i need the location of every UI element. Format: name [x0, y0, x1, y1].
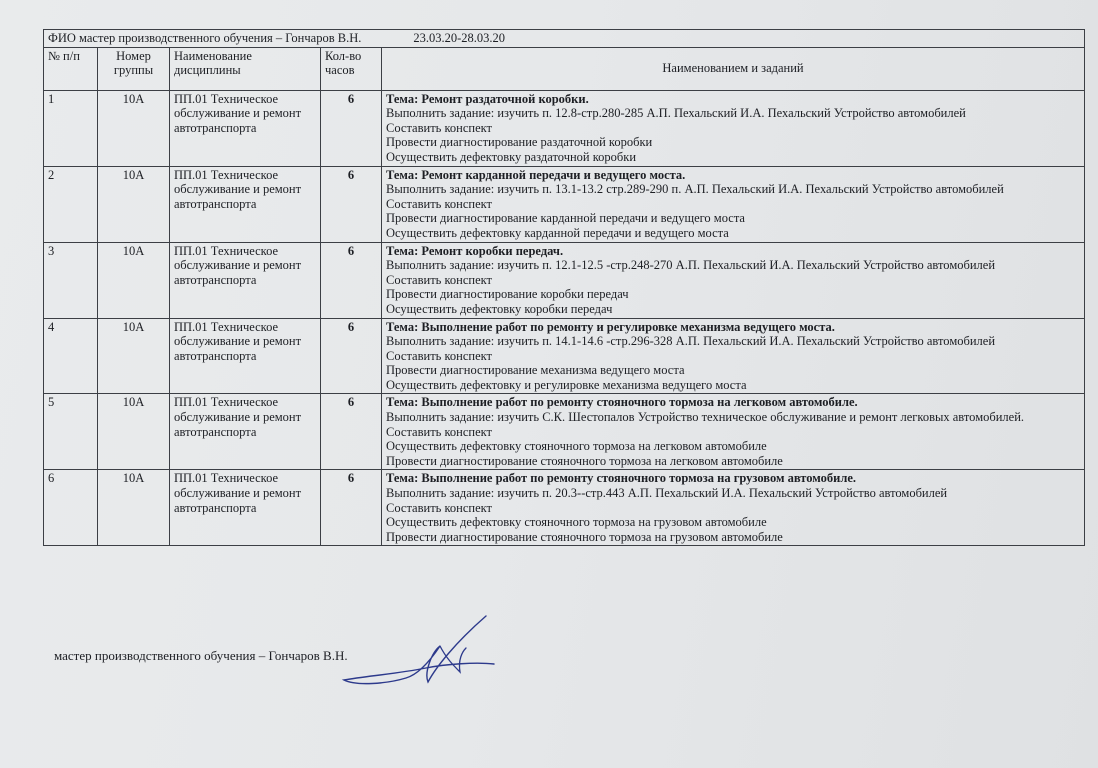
task-line: Составить конспект [386, 272, 493, 287]
task-topic: Тема: Выполнение работ по ремонту стояночного тормоза на легковом автомобиле. [386, 395, 858, 410]
row-discipline: ПП.01 Техническое обслуживание и ремонт автотранспорта [170, 242, 321, 318]
col-header-discipline: Наименование дисциплины [170, 47, 321, 90]
task-topic: Тема: Выполнение работ по ремонту стояночного тормоза на грузовом автомобиле. [386, 471, 857, 486]
row-hours: 6 [321, 318, 382, 394]
task-topic: Тема: Ремонт карданной передачи и ведущего моста. [386, 167, 686, 182]
col-header-group: Номер группы [98, 47, 170, 90]
task-line: Осуществить дефектовку и регулировке механизма ведущего моста [386, 377, 747, 392]
row-discipline: ПП.01 Техническое обслуживание и ремонт автотранспорта [170, 394, 321, 470]
table-row [44, 242, 1085, 318]
task-line: Выполнить задание: изучить п. 12.1-12.5 -стр.248-270 А.П. Пехальский И.А. Пехальский Устройство автомобилей [386, 258, 996, 273]
header-row [44, 30, 1085, 48]
table-row [44, 166, 1085, 242]
row-discipline: ПП.01 Техническое обслуживание и ремонт автотранспорта [170, 318, 321, 394]
task-topic: Тема: Ремонт коробки передач. [386, 243, 564, 258]
fio-label: ФИО мастер производственного обучения – Гончаров В.Н. [48, 31, 362, 45]
row-group: 10А [98, 166, 170, 242]
row-num: 4 [44, 318, 98, 394]
table-row [44, 470, 1085, 546]
row-num: 6 [44, 470, 98, 546]
row-num: 2 [44, 166, 98, 242]
row-discipline: ПП.01 Техническое обслуживание и ремонт автотранспорта [170, 470, 321, 546]
col-header-tasks: Наименованием и заданий [382, 47, 1085, 90]
row-discipline: ПП.01 Техническое обслуживание и ремонт автотранспорта [170, 90, 321, 166]
row-tasks [382, 242, 1085, 318]
task-line: Составить конспект [386, 424, 493, 439]
task-line: Выполнить задание: изучить С.К. Шестопалов Устройство техническое обслуживание и ремонт легковых автомобилей. [386, 410, 1025, 425]
table-row [44, 318, 1085, 394]
row-group: 10А [98, 470, 170, 546]
table-row [44, 90, 1085, 166]
task-line: Составить конспект [386, 500, 493, 515]
task-line: Осуществить дефектовку стояночного тормоза на грузовом автомобиле [386, 515, 767, 530]
row-hours: 6 [321, 90, 382, 166]
row-num: 1 [44, 90, 98, 166]
row-num: 5 [44, 394, 98, 470]
col-header-num: № п/п [44, 47, 98, 90]
footer-signature-line: мастер производственного обучения – Гончаров В.Н. [54, 648, 348, 663]
task-line: Осуществить дефектовку раздаточной коробки [386, 149, 637, 164]
row-hours: 6 [321, 166, 382, 242]
row-discipline: ПП.01 Техническое обслуживание и ремонт автотранспорта [170, 166, 321, 242]
row-group: 10А [98, 318, 170, 394]
row-tasks [382, 394, 1085, 470]
signature-icon [336, 612, 496, 692]
row-tasks [382, 90, 1085, 166]
task-line: Выполнить задание: изучить п. 14.1-14.6 -стр.296-328 А.П. Пехальский И.А. Пехальский Устройство автомобилей [386, 334, 996, 349]
task-line: Провести диагностирование стояночного тормоза на грузовом автомобиле [386, 529, 783, 544]
row-tasks [382, 470, 1085, 546]
schedule-table [43, 29, 1085, 546]
task-topic: Тема: Выполнение работ по ремонту и регулировке механизма ведущего моста. [386, 319, 835, 334]
task-line: Провести диагностирование коробки передач [386, 287, 629, 302]
task-line: Провести диагностирование карданной передачи и ведущего моста [386, 211, 745, 226]
task-line: Осуществить дефектовку карданной передачи и ведущего моста [386, 225, 729, 240]
task-line: Провести диагностирование раздаточной коробки [386, 135, 653, 150]
task-line: Провести диагностирование механизма ведущего моста [386, 363, 685, 378]
row-hours: 6 [321, 470, 382, 546]
row-hours: 6 [321, 394, 382, 470]
task-line: Составить конспект [386, 196, 493, 211]
row-hours: 6 [321, 242, 382, 318]
row-tasks [382, 318, 1085, 394]
period-label: 23.03.20-28.03.20 [413, 31, 506, 45]
row-tasks [382, 166, 1085, 242]
column-header-row [44, 47, 1085, 90]
row-group: 10А [98, 242, 170, 318]
task-line: Выполнить задание: изучить п. 20.3--стр.443 А.П. Пехальский И.А. Пехальский Устройство автомобилей [386, 486, 948, 501]
row-group: 10А [98, 394, 170, 470]
table-row [44, 394, 1085, 470]
col-header-hours: Кол-во часов [321, 47, 382, 90]
task-line: Провести диагностирование стояночного тормоза на легковом автомобиле [386, 453, 783, 468]
task-line: Осуществить дефектовку стояночного тормоза на легковом автомобиле [386, 439, 767, 454]
row-num: 3 [44, 242, 98, 318]
task-line: Составить конспект [386, 348, 493, 363]
task-line: Выполнить задание: изучить п. 12.8-стр.280-285 А.П. Пехальский И.А. Пехальский Устройство автомобилей [386, 106, 966, 121]
task-topic: Тема: Ремонт раздаточной коробки. [386, 91, 589, 106]
header-cell [44, 30, 1085, 48]
task-line: Осуществить дефектовку коробки передач [386, 301, 613, 316]
task-line: Составить конспект [386, 120, 493, 135]
row-group: 10А [98, 90, 170, 166]
task-line: Выполнить задание: изучить п. 13.1-13.2 стр.289-290 п. А.П. Пехальский И.А. Пехальский Устройство автомобилей [386, 182, 1004, 197]
